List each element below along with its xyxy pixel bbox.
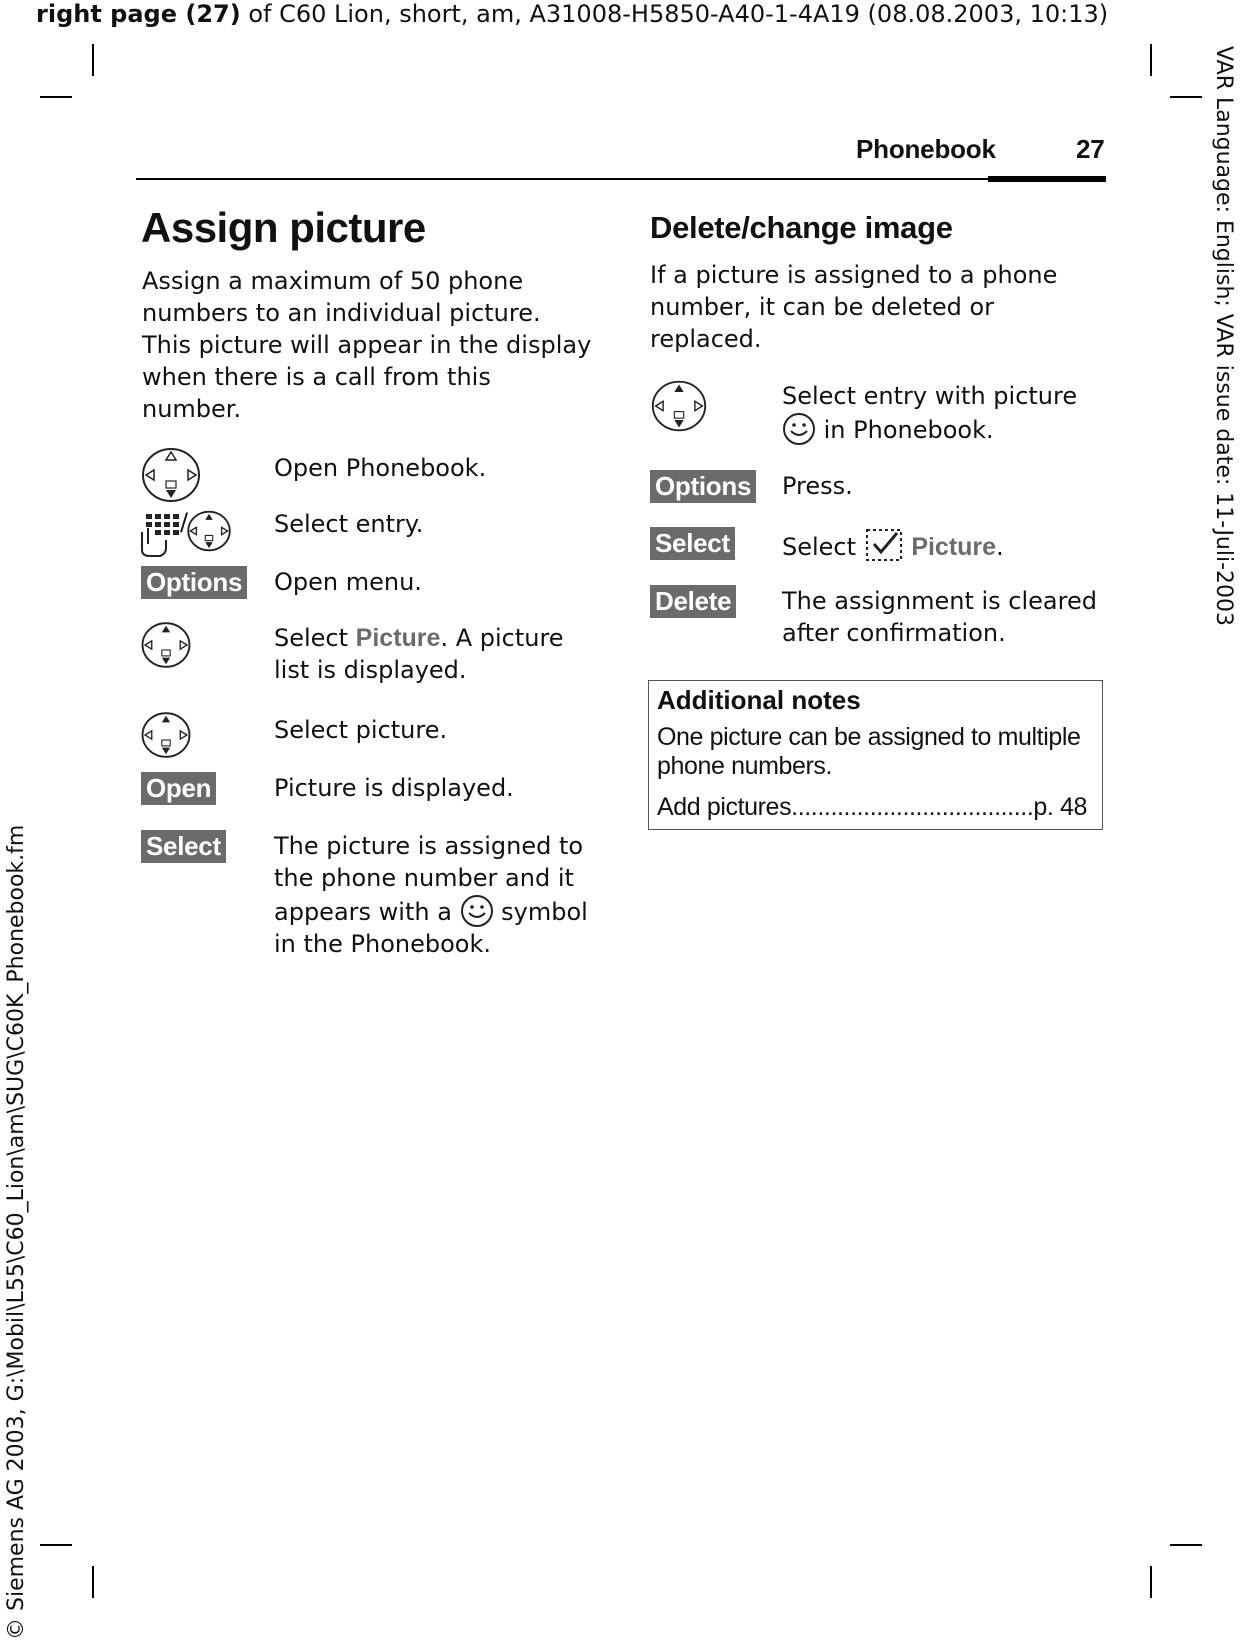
menu-keyword-picture: Picture — [911, 533, 997, 561]
delete-change-intro — [650, 259, 1110, 355]
header-rule-accent — [988, 176, 1106, 182]
crop-mark — [1170, 96, 1202, 98]
navigation-key-icon — [140, 620, 192, 670]
running-header-page-number: 27 — [1076, 134, 1105, 164]
step-text-line2: list is displayed. — [274, 656, 467, 684]
navigation-key-icon — [650, 378, 708, 434]
picture-checkbox-icon — [864, 527, 904, 563]
options-softkey[interactable]: Options — [141, 566, 247, 599]
step-text-pre: Select — [782, 533, 864, 561]
navigation-key-icon — [140, 710, 192, 760]
crop-mark — [40, 96, 72, 98]
crop-mark — [1170, 1544, 1202, 1546]
header-rule — [136, 178, 1106, 180]
navigation-key-icon — [186, 506, 232, 556]
step-text-post: . A picture — [440, 624, 564, 652]
notes-line: One picture can be assigned to multiple — [657, 723, 1081, 751]
step-text-line: appears with a — [274, 898, 460, 926]
step-text-post: . — [996, 533, 1004, 561]
side-language-info: VAR Language: English; VAR issue date: 11-Juli-2003 — [1211, 46, 1236, 627]
step-separator: / — [180, 508, 189, 536]
step-text-line: The assignment is cleared — [782, 587, 1097, 615]
step-text: Picture is displayed. — [274, 774, 514, 802]
notes-line: phone numbers. — [657, 752, 833, 780]
step-text-line: Select entry with picture — [782, 382, 1078, 410]
select-softkey[interactable]: Select — [650, 527, 735, 560]
section-title-assign-picture: Assign picture — [141, 204, 426, 251]
crop-mark — [92, 44, 94, 76]
crop-mark — [1150, 44, 1152, 76]
crop-mark — [92, 1566, 94, 1598]
step-text: Open Phonebook. — [274, 454, 487, 482]
notes-cross-reference[interactable] — [657, 793, 1087, 822]
header-page-label: right page (27) — [36, 0, 241, 28]
step-text — [274, 830, 604, 960]
intro-line: when there is a call from this — [142, 363, 491, 391]
navigation-key-icon — [140, 446, 202, 504]
cross-reference-page: p. 48 — [1033, 793, 1087, 821]
step-text — [782, 585, 1112, 649]
smiley-icon — [782, 412, 816, 446]
keypad-icon — [140, 510, 182, 558]
step-text-line: The picture is assigned to — [274, 832, 584, 860]
open-softkey[interactable]: Open — [141, 772, 216, 805]
cross-reference-label: Add pictures — [657, 793, 792, 821]
menu-keyword-picture: Picture — [355, 624, 441, 652]
step-text-line: in Phonebook. — [816, 416, 994, 444]
step-text-line: after confirmation. — [782, 619, 1006, 647]
additional-notes-box — [648, 680, 1103, 830]
intro-line: Assign a maximum of 50 phone — [142, 267, 524, 295]
running-header-section: Phonebook — [856, 134, 996, 164]
header-document-info: of C60 Lion, short, am, A31008-H5850-A40-1-4A19 (08.08.2003, 10:13) — [240, 0, 1109, 28]
step-text-line: in the Phonebook. — [274, 930, 491, 958]
select-softkey[interactable]: Select — [141, 830, 226, 863]
notes-title: Additional notes — [657, 685, 861, 715]
crop-mark — [40, 1544, 72, 1546]
intro-line: This picture will appear in the display — [142, 331, 592, 359]
step-text — [782, 527, 1004, 563]
step-text-pre: Select — [274, 624, 356, 652]
options-softkey[interactable]: Options — [650, 470, 756, 503]
step-text-line: symbol — [493, 898, 588, 926]
side-copyright-path: © Siemens AG 2003, G:\Mobil\L55\C60_Lion\am\SUG\C60K_Phonebook.fm — [4, 824, 29, 1640]
delete-softkey[interactable]: Delete — [650, 585, 736, 618]
cross-reference-leader: ..................................... — [791, 793, 1034, 821]
assign-picture-intro — [142, 265, 602, 425]
notes-text — [657, 723, 1097, 781]
step-text-line: the phone number and it — [274, 864, 574, 892]
intro-line: number, it can be deleted or — [650, 293, 995, 321]
step-text: Open menu. — [274, 568, 422, 596]
document-header — [36, 0, 1156, 28]
smiley-icon — [460, 894, 494, 928]
intro-line: numbers to an individual picture. — [142, 299, 541, 327]
step-text — [782, 380, 1112, 446]
intro-line: number. — [142, 395, 242, 423]
intro-line: replaced. — [650, 325, 762, 353]
section-title-delete-change-image: Delete/change image — [650, 210, 953, 245]
crop-mark — [1150, 1566, 1152, 1598]
step-text: Select entry. — [274, 510, 424, 538]
step-text — [274, 622, 604, 686]
step-text: Press. — [782, 472, 853, 500]
step-text: Select picture. — [274, 716, 448, 744]
intro-line: If a picture is assigned to a phone — [650, 261, 1058, 289]
